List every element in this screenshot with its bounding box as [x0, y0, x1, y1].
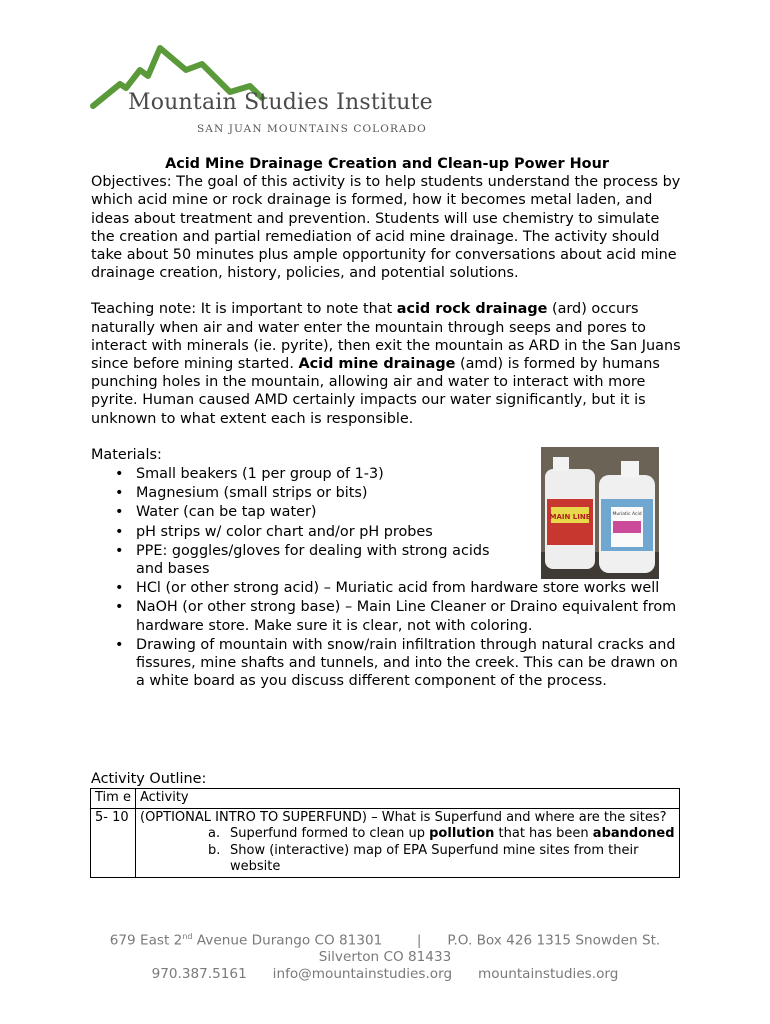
activity-table	[90, 788, 680, 878]
time-cell: 5- 10	[91, 808, 136, 877]
list-item: • Magnesium (small strips or bits)	[136, 484, 683, 502]
document-body	[91, 155, 683, 690]
main-line-label: MAIN LINE	[549, 513, 591, 521]
chemical-bottles-photo	[541, 447, 659, 579]
activity-header: Activity	[136, 789, 680, 809]
table-row	[91, 808, 680, 877]
list-item: • PPE: goggles/gloves for dealing with strong acids and bases	[136, 542, 516, 578]
acid-rock-drainage-term: acid rock drainage	[396, 301, 548, 318]
list-item: • pH strips w/ color chart and/or pH probes	[136, 523, 683, 541]
list-item: • NaOH (or other strong base) – Main Line Cleaner or Draino equivalent from hardware store. Make sure it is clear, not with coloring.	[136, 598, 683, 634]
objectives-paragraph: Objectives: The goal of this activity is to help students understand the process by which acid mine or rock drainage is formed, how it becomes metal laden, and ideas about treatment and prevention. Students will use chemistry to simulate the creation and partial remediation of acid mine drainage. The activity should take about 50 minutes plus ample opportunity for conversations about acid mine drainage creation, history, policies, and potential solutions.	[91, 174, 681, 282]
teaching-note-paragraph: Teaching note: It is important to note that acid rock drainage (ard) occurs naturally when air and water enter the mountain through seeps and pores to interact with minerals (ie. pyrite), then exit the mountain as ARD in the San Juans since before mining started. Acid mine drainage (amd) is formed by humans punching holes in the mountain, allowing air and water to interact with more pyrite. Human caused AMD certainly impacts our water significantly, but it is unknown to what extent each is responsible.	[91, 301, 681, 427]
list-item: b. Show (interactive) map of EPA Superfund mine sites from their website	[208, 842, 639, 874]
superfund-intro-text: (OPTIONAL INTRO TO SUPERFUND) – What is Superfund and where are the sites?	[140, 809, 667, 825]
footer-email-link[interactable]: info@mountainstudies.org	[272, 965, 453, 982]
logo	[90, 40, 440, 140]
superfund-sublist	[140, 826, 675, 876]
footer-city: Silverton CO 81433	[318, 949, 452, 966]
time-header: Tim e	[91, 789, 136, 809]
activity-outline-heading: Activity Outline:	[91, 771, 207, 787]
footer-website-link[interactable]: mountainstudies.org	[478, 965, 619, 982]
list-item: • Small beakers (1 per group of 1-3)	[136, 465, 683, 483]
list-item: • Drawing of mountain with snow/rain infiltration through natural cracks and fissures, mine shafts and tunnels, and into the creek. This can be drawn on a white board as you discuss different component of the process.	[136, 636, 683, 691]
list-item: • Water (can be tap water)	[136, 503, 683, 521]
list-item: • HCl (or other strong acid) – Muriatic acid from hardware store works well	[136, 579, 683, 597]
footer-contact-line	[0, 966, 770, 983]
table-row	[91, 789, 680, 809]
logo-name: Mountain Studies Institute	[128, 90, 433, 115]
footer	[0, 929, 770, 982]
footer-phone: 970.387.5161	[151, 965, 247, 982]
activity-cell	[136, 808, 680, 877]
footer-address-line: 679 East 2nd Avenue Durango CO 81301 | P.O. Box 426 1315 Snowden St.	[109, 932, 661, 949]
list-item: a. Superfund formed to clean up pollution that has been abandoned	[208, 826, 675, 841]
materials-heading: Materials:	[91, 446, 162, 463]
document-title: Acid Mine Drainage Creation and Clean-up Power Hour	[165, 156, 609, 172]
logo-tagline: SAN JUAN MOUNTAINS COLORADO	[197, 123, 427, 135]
acid-mine-drainage-term: Acid mine drainage	[298, 356, 456, 373]
muriatic-acid-label: Muriatic Acid	[612, 512, 642, 517]
